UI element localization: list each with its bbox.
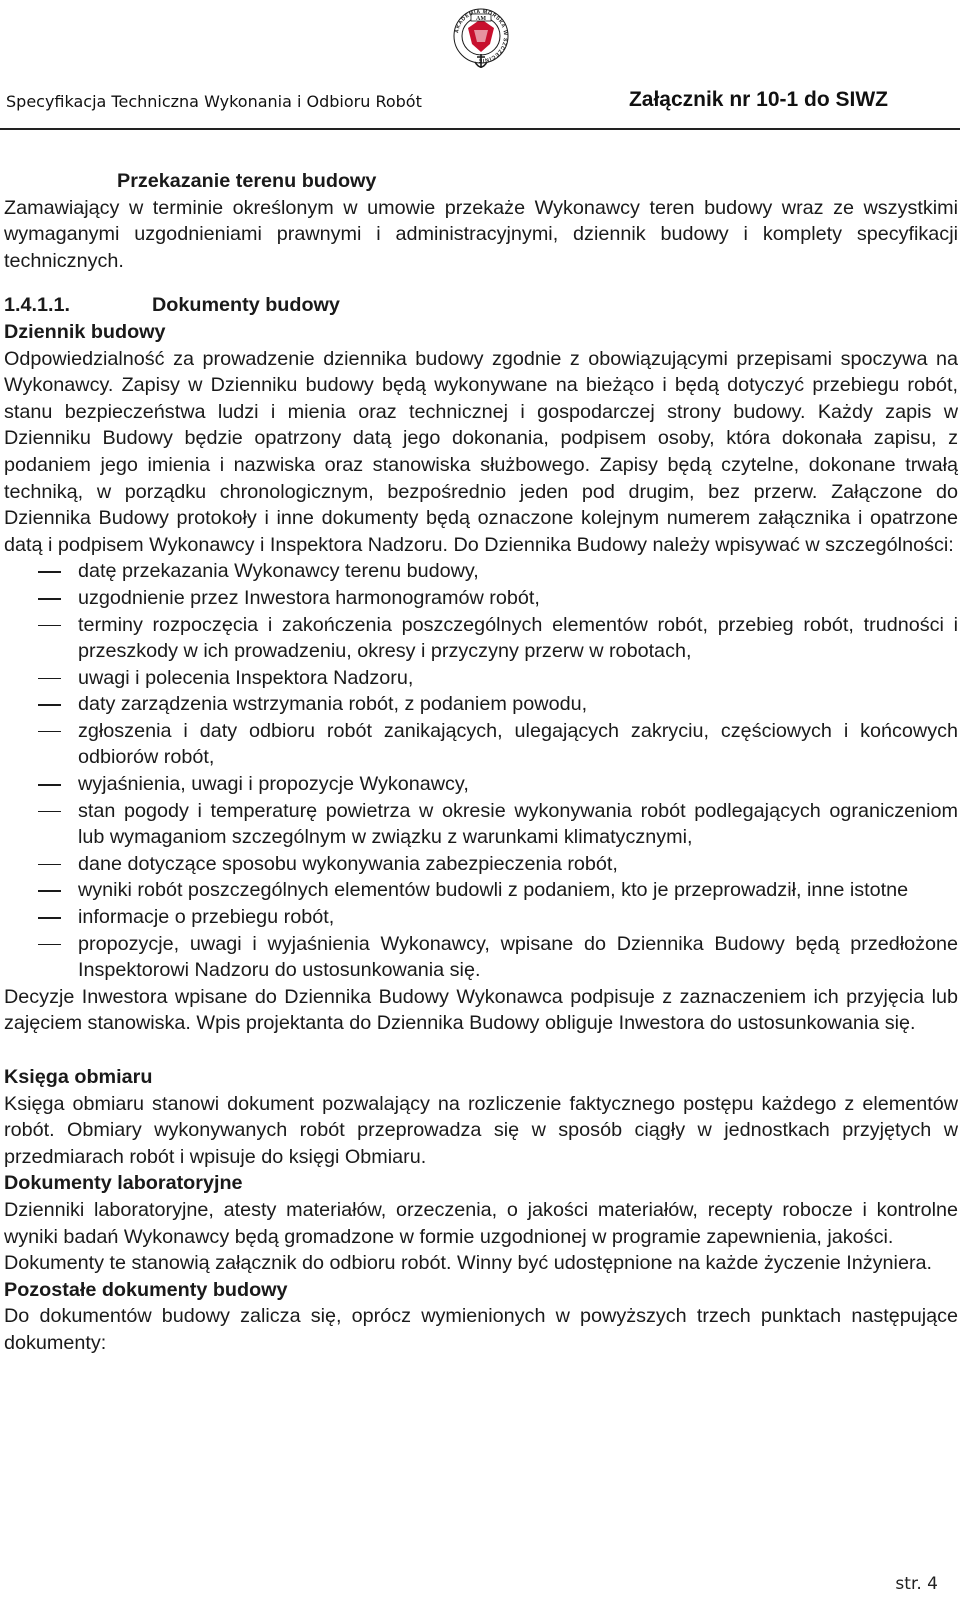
dash-bullet-icon	[38, 890, 61, 892]
lab-documents-paragraph: Dzienniki laboratoryjne, atesty materiałów, orzeczenia, o jakości materiałów, recepty robocze i kontrolne wyniki badań Wykonawcy będą gromadzone w formie uzgodnionej w programie zapewnienia, jakości.	[4, 1198, 958, 1248]
attachment-label: Załącznik nr 10-1 do SIWZ	[628, 88, 888, 111]
list-item-text: wyjaśnienia, uwagi i propozycje Wykonawcy,	[78, 773, 469, 796]
dash-bullet-icon	[38, 917, 61, 919]
list-item	[4, 612, 958, 665]
list-item-text: datę przekazania Wykonawcy terenu budowy,	[78, 560, 479, 583]
page-number: str. 4	[895, 1574, 938, 1594]
handover-paragraph: Zamawiający w terminie określonym w umowie przekaże Wykonawcy teren budowy wraz ze wszystkimi wymaganymi uzgodnieniami prawnymi i administracyjnymi, dziennik budowy i komplety specyfikacji technicznych.	[4, 196, 958, 272]
diary-heading: Dziennik budowy	[4, 320, 166, 343]
list-item	[4, 931, 958, 984]
dash-bullet-icon	[38, 864, 61, 866]
list-item-text: wyniki robót poszczególnych elementów budowli z podaniem, kto je przeprowadził, inne istotne	[78, 879, 909, 902]
lab-documents-heading: Dokumenty laboratoryjne	[4, 1172, 243, 1195]
diary-closing-paragraph: Decyzje Inwestora wpisane do Dziennika Budowy Wykonawca podpisuje z zaznaczeniem ich przyjęcia lub zajęciem stanowiska. Wpis projektanta do Dziennika Budowy obliguje Inwestora do ustosunkowania się.	[4, 985, 958, 1035]
page-header	[0, 0, 960, 132]
document-body	[4, 168, 958, 1357]
measure-book-heading: Księga obmiaru	[4, 1066, 153, 1088]
list-item-text: propozycje, uwagi i wyjaśnienia Wykonawcy, wpisane do Dziennika Budowy będą przedłożone Inspektorowi Nadzoru do ustosunkowania się.	[78, 932, 958, 982]
other-documents-paragraph: Do dokumentów budowy zalicza się, oprócz wymienionych w powyższych trzech punktach następujące dokumenty:	[4, 1305, 958, 1354]
document-type-title: Specyfikacja Techniczna Wykonania i Odbioru Robót	[6, 92, 422, 111]
list-item	[4, 904, 958, 931]
section-heading	[4, 292, 958, 319]
dash-bullet-icon	[38, 811, 61, 813]
list-item	[4, 585, 958, 612]
dash-bullet-icon	[38, 731, 61, 733]
dash-bullet-icon	[38, 571, 61, 573]
list-item	[4, 558, 958, 585]
list-item	[4, 665, 958, 692]
other-documents-heading: Pozostałe dokumenty budowy	[4, 1278, 288, 1301]
list-item	[4, 771, 958, 798]
logo-ring-text: AKADEMIA MORSKA W SZCZECINIE	[454, 8, 509, 64]
section-number: 1.4.1.1.	[4, 294, 70, 317]
dash-bullet-icon	[38, 944, 61, 946]
academy-logo-icon	[452, 2, 510, 78]
list-item-text: daty zarządzenia wstrzymania robót, z podaniem powodu,	[78, 693, 588, 716]
list-item-text: zgłoszenia i daty odbioru robót zanikających, ulegających zakryciu, częściowych i końcowych odbiorów robót,	[78, 719, 958, 769]
dash-bullet-icon	[38, 784, 61, 786]
section-title: Dokumenty budowy	[152, 294, 340, 317]
lab-documents-paragraph-2: Dokumenty te stanowią załącznik do odbioru robót. Winny być udostępnione na każde życzenie Inżyniera.	[4, 1252, 933, 1275]
list-item-text: dane dotyczące sposobu wykonywania zabezpieczenia robót,	[78, 852, 618, 875]
list-item	[4, 851, 958, 878]
dash-bullet-icon	[38, 704, 61, 706]
header-divider	[0, 128, 960, 130]
dash-bullet-icon	[38, 625, 61, 627]
list-item-text: uzgodnienie przez Inwestora harmonogramów robót,	[78, 586, 540, 609]
logo-initials: AM	[476, 16, 486, 22]
list-item-text: terminy rozpoczęcia i zakończenia poszczególnych elementów robót, przebieg robót, trudności i przeszkody w ich prowadzeniu, okresy i przyczyny przerw w robotach,	[78, 613, 958, 663]
list-item-text: stan pogody i temperaturę powietrza w okresie wykonywania robót podlegających ograniczeniom lub wymaganiom szczególnym w związku z warunkami klimatycznymi,	[78, 799, 958, 849]
diary-paragraph: Odpowiedzialność za prowadzenie dziennika budowy zgodnie z obowiązującymi przepisami spoczywa na Wykonawcy. Zapisy w Dzienniku budowy będą wykonywane na bieżąco i będą dotyczyć przebiegu robót, stanu bezpieczeństwa ludzi i mienia oraz technicznej i gospodarczej strony budowy. Każdy zapis w Dzienniku Budowy będzie opatrzony datą jego dokonania, podpisem osoby, która dokonała zapisu, z podaniem jego imienia i nazwiska oraz stanowiska służbowego. Zapisy będą czytelne, dokonane trwałą techniką, w porządku chronologicznym, bezpośrednio jeden pod drugim, bez przerw. Załączone do Dziennika Budowy protokoły i inne dokumenty będą oznaczone kolejnym numerem załącznika i opatrzone datą i podpisem Wykonawcy i Inspektora Nadzoru. Do Dziennika Budowy należy wpisywać w szczególności:	[4, 347, 958, 556]
dash-bullet-icon	[38, 598, 61, 600]
measure-book-paragraph: Księga obmiaru stanowi dokument pozwalający na rozliczenie faktycznego postępu każdego z elementów robót. Obmiary wykonywanych robót przeprowadza się w sposób ciągły w jednostkach przyjętych w przedmiarach robót i wpisuje do księgi Obmiaru.	[4, 1092, 958, 1168]
dash-bullet-icon	[38, 678, 61, 680]
diary-entries-list	[4, 558, 958, 984]
list-item	[4, 798, 958, 851]
handover-heading: Przekazanie terenu budowy	[117, 170, 377, 192]
list-item-text: informacje o przebiegu robót,	[78, 906, 335, 929]
list-item	[4, 718, 958, 771]
section-spacer	[4, 1037, 958, 1064]
list-item	[4, 691, 958, 718]
list-item	[4, 877, 958, 904]
list-item-text: uwagi i polecenia Inspektora Nadzoru,	[78, 666, 414, 689]
